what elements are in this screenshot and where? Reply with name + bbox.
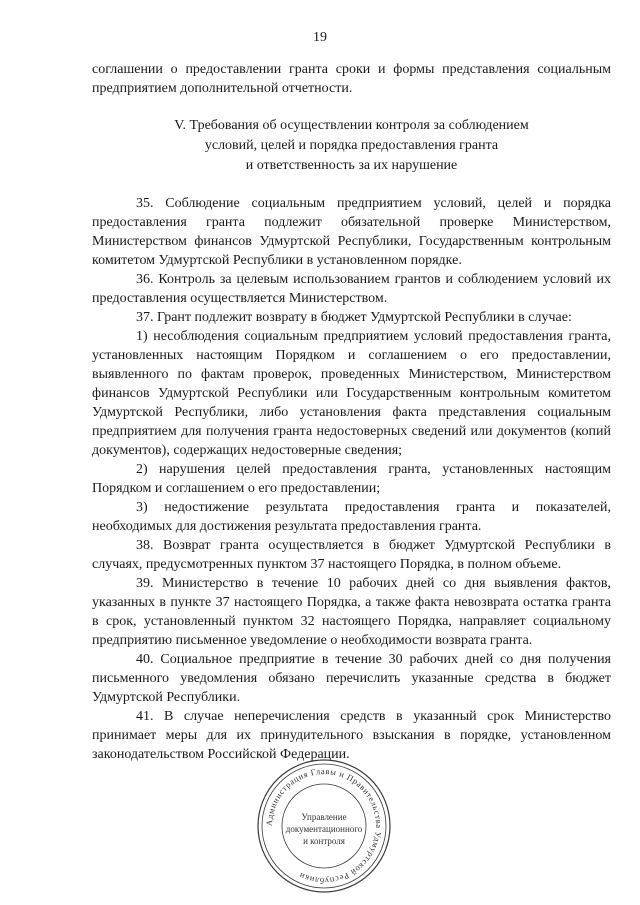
paragraph-39: 39. Министерство в течение 10 рабочих дней со дня выявления фактов, указанных в пункте 37 настоящего Порядка, а также факта невозврата остатка гранта в срок, установленный пунктом 32 настоящего Порядка, направляет социальному предприятию письменное уведомление о необходимости возврата гранта. xyxy=(92,576,611,648)
stamp-line-1: Управление xyxy=(301,812,347,822)
official-stamp xyxy=(254,756,394,896)
stamp-line-3: и контроля xyxy=(303,836,345,846)
paragraph-41: 41. В случае неперечисления средств в указанный срок Министерство принимает меры для их принудительного взыскания в порядке, установленном законодательством Российской Федерации. xyxy=(92,709,611,762)
paragraph-37-item-3: 3) недостижение результата предоставления гранта и показателей, необходимых для достижения результата предоставления гранта. xyxy=(92,500,611,534)
section-title xyxy=(92,116,611,176)
stamp-line-2: документационного xyxy=(285,824,363,834)
paragraph-37-item-2: 2) нарушения целей предоставления гранта, установленных настоящим Порядком и соглашением о его предоставлении; xyxy=(92,462,611,496)
paragraph-37: 37. Грант подлежит возврату в бюджет Удмуртской Республики в случае: xyxy=(136,310,572,325)
section-title-line-3: и ответственность за их нарушение xyxy=(245,158,458,173)
intro-continuation: соглашении о предоставлении гранта сроки и формы представления социальным предприятием дополнительной отчетности. xyxy=(92,62,611,96)
section-title-line-2: условий, целей и порядка предоставления гранта xyxy=(204,138,499,153)
section-title-line-1: V. Требования об осуществлении контроля за соблюдением xyxy=(174,118,529,133)
page-number: 19 xyxy=(313,30,327,45)
document-body xyxy=(92,60,611,764)
stamp-ring-text: Администрация Главы и Правительства Удмуртской Республики xyxy=(263,765,385,887)
paragraph-36: 36. Контроль за целевым использованием грантов и соблюдением условий их предоставления осуществляется Министерством. xyxy=(92,272,611,306)
paragraph-37-item-1: 1) несоблюдения социальным предприятием условий предоставления гранта, установленных настоящим Порядком и соглашением о его предоставлении, выявленного по фактам проверок, проведенных Министерством, Министерством финансов Удмуртской Республики или Государственным контрольным комитетом Удмуртской Республики, либо установления факта представления социальным предприятием для получения гранта недостоверных сведений или документов (копий документов), содержащих недостоверные сведения; xyxy=(92,329,611,458)
paragraph-35: 35. Соблюдение социальным предприятием условий, целей и порядка предоставления гранта подлежит обязательной проверке Министерством, Министерством финансов Удмуртской Республики, Государственным контрольным комитетом Удмуртской Республики в установленном порядке. xyxy=(92,196,611,268)
paragraph-38: 38. Возврат гранта осуществляется в бюджет Удмуртской Республики в случаях, предусмотренных пунктом 37 настоящего Порядка, в полном объеме. xyxy=(92,538,611,572)
paragraph-40: 40. Социальное предприятие в течение 30 рабочих дней со дня получения письменного уведомления обязано перечислить указанные средства в бюджет Удмуртской Республики. xyxy=(92,652,611,705)
